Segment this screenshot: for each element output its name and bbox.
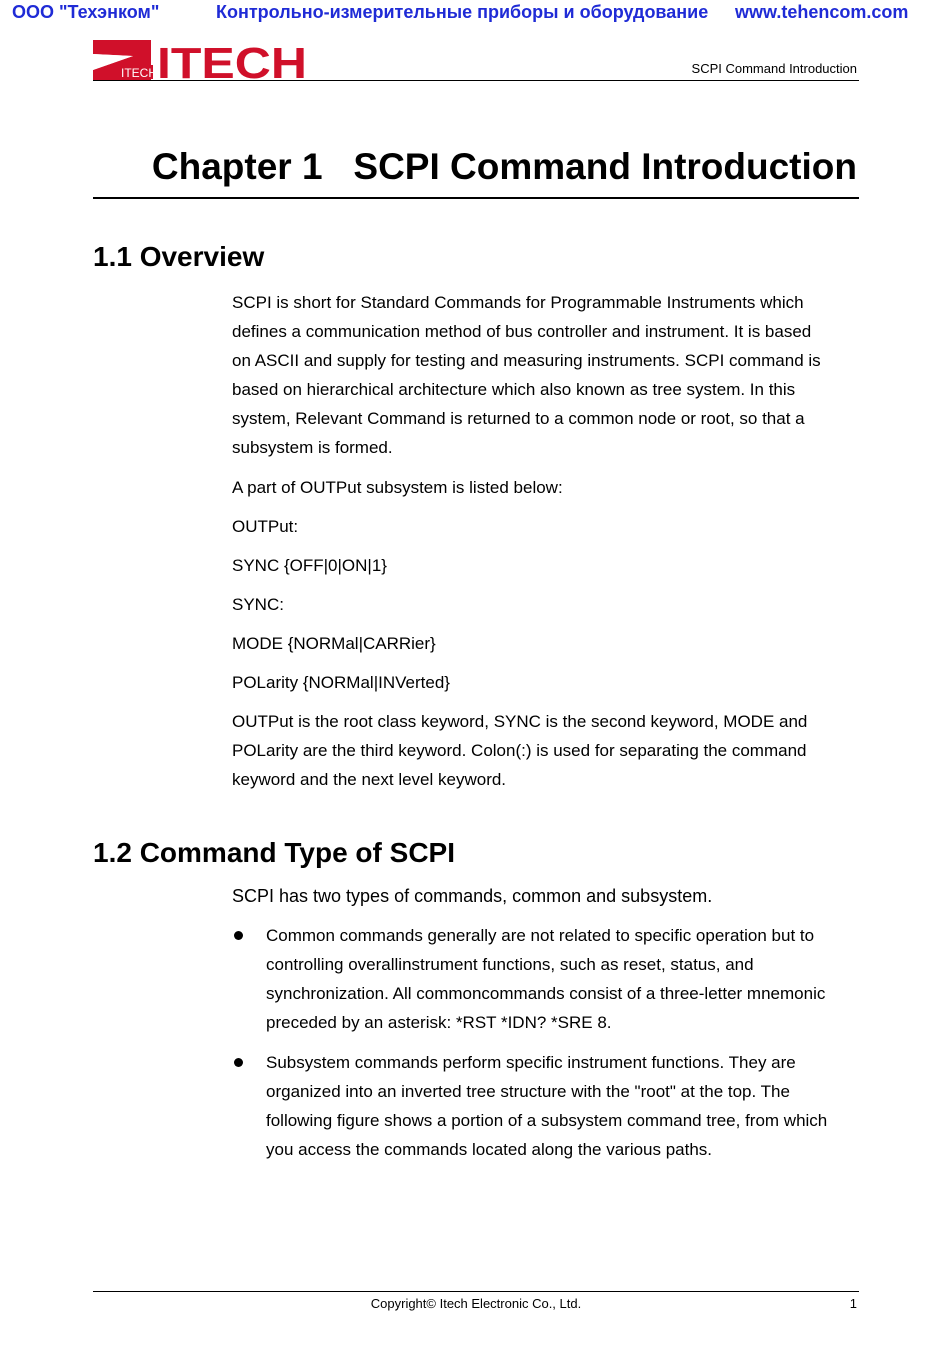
- chapter-title: Chapter 1 SCPI Command Introduction: [151, 146, 857, 187]
- text-line: organized into an inverted tree structure with the "root" at the top. The: [266, 1082, 790, 1101]
- command-line-sync-node: SYNC:: [232, 595, 284, 614]
- overview-paragraph: [232, 288, 862, 462]
- section-heading-command-type: 1.2 Command Type of SCPI: [93, 837, 455, 868]
- text-line: system, Relevant Command is returned to a common node or root, so that a: [232, 409, 805, 428]
- text-line: defines a communication method of bus controller and instrument. It is based: [232, 322, 812, 341]
- command-line-polarity: POLarity {NORMal|INVerted}: [232, 673, 450, 692]
- bullet-common-commands: [266, 921, 866, 1037]
- text-line: Common commands generally are not related to specific operation but to: [266, 926, 815, 945]
- footer-divider: [93, 1291, 859, 1292]
- text-line: keyword and the next level keyword.: [232, 770, 507, 789]
- bullet-subsystem-commands: [266, 1048, 866, 1164]
- text-line: preceded by an asterisk: *RST *IDN? *SRE 8.: [266, 1013, 612, 1032]
- logo-badge-text: ITECH: [121, 66, 157, 80]
- text-line: on ASCII and supply for testing and measuring instruments. SCPI command is: [232, 351, 821, 370]
- text-line: POLarity are the third keyword. Colon(:) is used for separating the command: [232, 741, 807, 760]
- running-header-title: SCPI Command Introduction: [691, 61, 857, 76]
- page-number: 1: [849, 1296, 857, 1311]
- keyword-explanation-paragraph: [232, 707, 862, 794]
- text-line: SCPI is short for Standard Commands for Programmable Instruments which: [232, 293, 804, 312]
- text-line: subsystem is formed.: [232, 438, 393, 457]
- company-name: ООО "Техэнком": [12, 2, 160, 22]
- itech-logo: [93, 40, 308, 80]
- command-line-sync: SYNC {OFF|0|ON|1}: [232, 556, 387, 575]
- top-banner: [0, 2, 950, 24]
- logo-brand-text: ITECH: [157, 40, 307, 80]
- text-line: following figure shows a portion of a subsystem command tree, from which: [266, 1111, 828, 1130]
- command-line-output: OUTPut:: [232, 517, 299, 536]
- bullet-icon: [234, 931, 243, 940]
- text-line: OUTPut is the root class keyword, SYNC is the second keyword, MODE and: [232, 712, 808, 731]
- text-line: you access the commands located along the various paths.: [266, 1140, 713, 1159]
- subsystem-intro: A part of OUTPut subsystem is listed below:: [232, 478, 563, 497]
- section-heading-overview: 1.1 Overview: [93, 241, 265, 272]
- footer-copyright: Copyright© Itech Electronic Co., Ltd.: [370, 1296, 582, 1311]
- command-line-mode: MODE {NORMal|CARRier}: [232, 634, 436, 653]
- chapter-divider: [93, 197, 859, 199]
- command-type-intro: SCPI has two types of commands, common and subsystem.: [232, 886, 713, 906]
- text-line: synchronization. All commoncommands consist of a three-letter mnemonic: [266, 984, 826, 1003]
- text-line: Subsystem commands perform specific instrument functions. They are: [266, 1053, 796, 1072]
- text-line: controlling overallinstrument functions, such as reset, status, and: [266, 955, 754, 974]
- company-website-link[interactable]: www.tehencom.com: [735, 2, 909, 22]
- text-line: based on hierarchical architecture which also known as tree system. In this: [232, 380, 796, 399]
- bullet-icon: [234, 1058, 243, 1067]
- header-divider: [93, 80, 859, 81]
- company-tagline: Контрольно-измерительные приборы и оборудование: [216, 2, 709, 22]
